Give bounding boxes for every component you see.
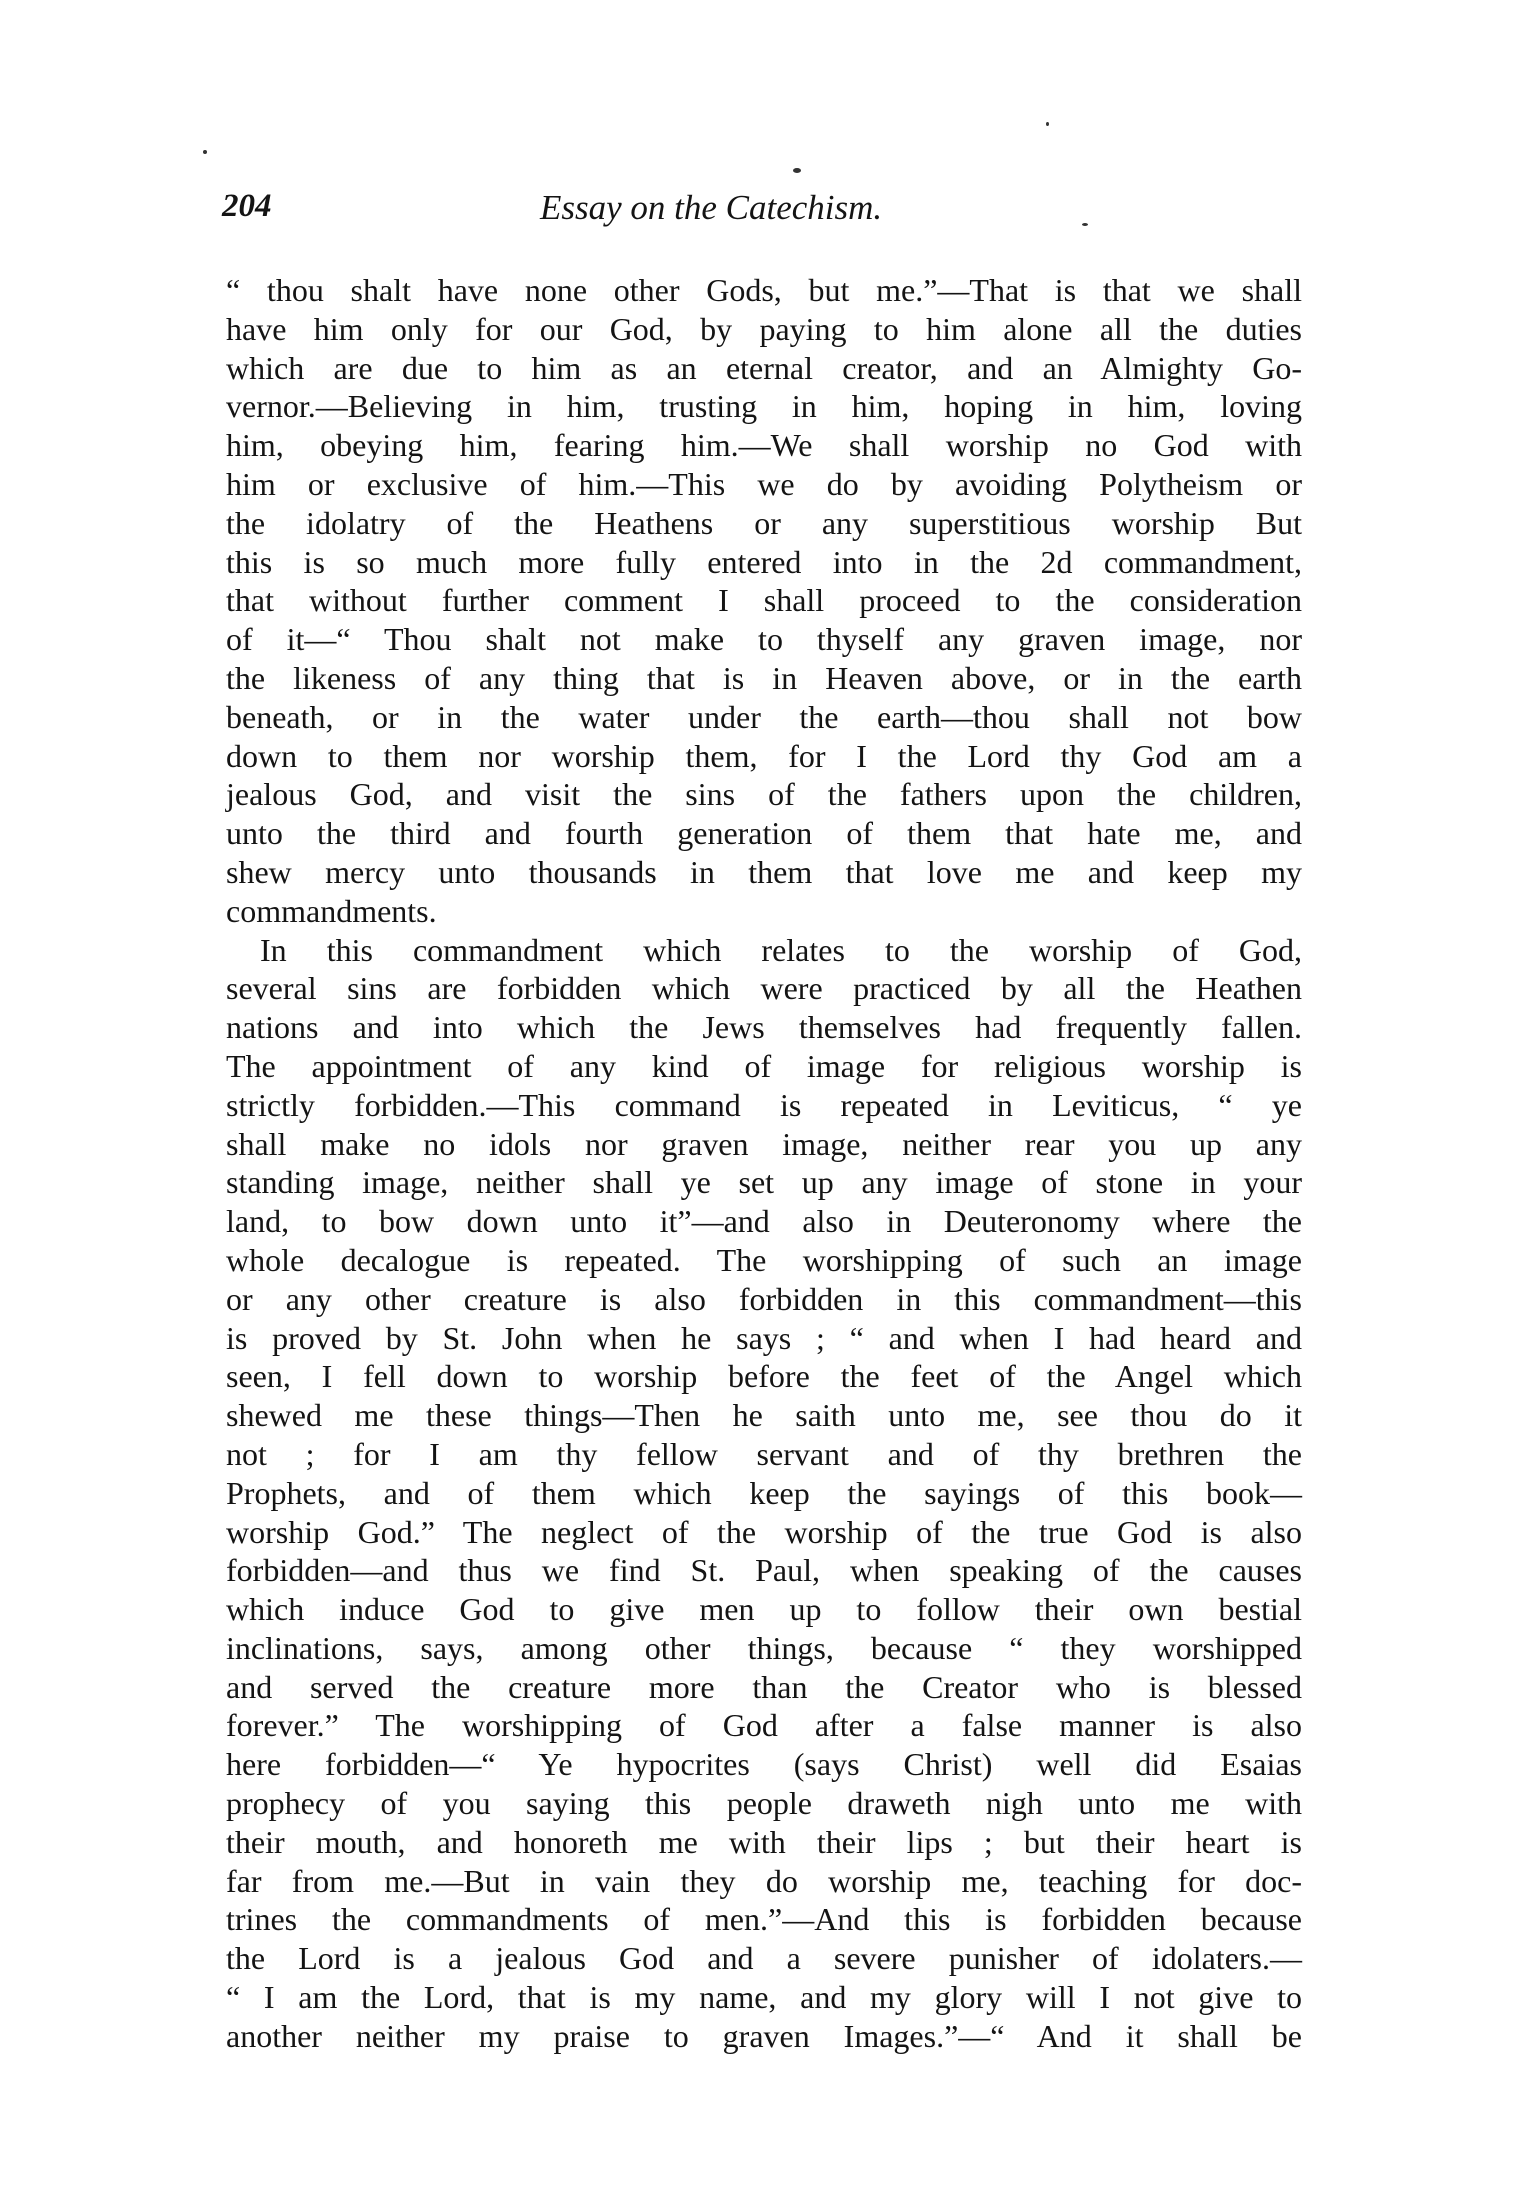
- text-line: him, obeying him, fearing him.—We shall worship no God with: [226, 427, 1302, 464]
- text-line: standing image, neither shall ye set up any image of stone in your: [226, 1164, 1302, 1201]
- text-line: is proved by St. John when he says ; “ and when I had heard and: [226, 1319, 1302, 1356]
- text-line: which induce God to give men up to follow their own bestial: [226, 1591, 1302, 1628]
- text-line: whole decalogue is repeated. The worshipping of such an image: [226, 1241, 1302, 1278]
- body-text: [226, 271, 1302, 2056]
- text-line: “ thou shalt have none other Gods, but me.”—That is that we shall: [226, 272, 1302, 308]
- page-number: 204: [222, 188, 272, 224]
- text-line: The appointment of any kind of image for religious worship is: [226, 1047, 1302, 1084]
- text-line: of it—“ Thou shalt not make to thyself any graven image, nor: [226, 621, 1302, 658]
- text-line: nations and into which the Jews themselves had frequently fallen.: [226, 1009, 1302, 1046]
- text-line: down to them nor worship them, for I the Lord thy God am a: [226, 737, 1302, 774]
- text-line: that without further comment I shall proceed to the consideration: [226, 582, 1302, 619]
- text-line: “ I am the Lord, that is my name, and my glory will I not give to: [226, 1979, 1302, 2016]
- ink-speck: [793, 168, 801, 173]
- text-line: another neither my praise to graven Images.”—“ And it shall be: [226, 2017, 1302, 2054]
- text-line: several sins are forbidden which were practiced by all the Heathen: [226, 970, 1302, 1007]
- text-line: beneath, or in the water under the earth—thou shall not bow: [226, 698, 1302, 735]
- text-line: shall make no idols nor graven image, neither rear you up any: [226, 1125, 1302, 1162]
- text-line: worship God.” The neglect of the worship of the true God is also: [226, 1513, 1302, 1550]
- text-line: him or exclusive of him.—This we do by avoiding Polytheism or: [226, 465, 1302, 502]
- text-line: shewed me these things—Then he saith unto me, see thou do it: [226, 1397, 1302, 1434]
- text-line: the idolatry of the Heathens or any superstitious worship But: [226, 504, 1302, 541]
- running-head: [222, 188, 1312, 236]
- text-line: Prophets, and of them which keep the sayings of this book—: [226, 1474, 1302, 1511]
- paragraph-first-line: In this commandment which relates to the worship of God,: [260, 931, 1302, 968]
- running-title: Essay on the Catechism.: [540, 188, 883, 227]
- text-line: inclinations, says, among other things, because “ they worshipped: [226, 1629, 1302, 1666]
- text-line: not ; for I am thy fellow servant and of thy brethren the: [226, 1435, 1302, 1472]
- text-line: forbidden—and thus we find St. Paul, when speaking of the causes: [226, 1552, 1302, 1589]
- text-line: or any other creature is also forbidden in this commandment—this: [226, 1280, 1302, 1317]
- text-line: strictly forbidden.—This command is repeated in Leviticus, “ ye: [226, 1086, 1302, 1123]
- text-line: prophecy of you saying this people draweth nigh unto me with: [226, 1785, 1302, 1822]
- text-line: which are due to him as an eternal creator, and an Almighty Go-: [226, 349, 1302, 386]
- text-line: the likeness of any thing that is in Heaven above, or in the earth: [226, 659, 1302, 696]
- text-line: unto the third and fourth generation of them that hate me, and: [226, 815, 1302, 852]
- paragraph-end-line: commandments.: [226, 892, 437, 929]
- text-line: trines the commandments of men.”—And this is forbidden because: [226, 1901, 1302, 1938]
- text-line: here forbidden—“ Ye hypocrites (says Christ) well did Esaias: [226, 1746, 1302, 1783]
- ink-speck: [1046, 122, 1049, 126]
- text-line: this is so much more fully entered into in the 2d commandment,: [226, 543, 1302, 580]
- text-line: vernor.—Believing in him, trusting in him, hoping in him, loving: [226, 388, 1302, 425]
- text-line: forever.” The worshipping of God after a false manner is also: [226, 1707, 1302, 1744]
- text-line: land, to bow down unto it”—and also in Deuteronomy where the: [226, 1203, 1302, 1240]
- text-line: shew mercy unto thousands in them that love me and keep my: [226, 853, 1302, 890]
- text-line: jealous God, and visit the sins of the fathers upon the children,: [226, 776, 1302, 813]
- text-line: far from me.—But in vain they do worship me, teaching for doc-: [226, 1862, 1302, 1899]
- text-line: and served the creature more than the Creator who is blessed: [226, 1668, 1302, 1705]
- text-line: seen, I fell down to worship before the feet of the Angel which: [226, 1358, 1302, 1395]
- text-line: have him only for our God, by paying to him alone all the duties: [226, 310, 1302, 347]
- text-line: their mouth, and honoreth me with their lips ; but their heart is: [226, 1823, 1302, 1860]
- text-line: the Lord is a jealous God and a severe punisher of idolaters.—: [226, 1940, 1302, 1977]
- ink-speck: [203, 150, 207, 154]
